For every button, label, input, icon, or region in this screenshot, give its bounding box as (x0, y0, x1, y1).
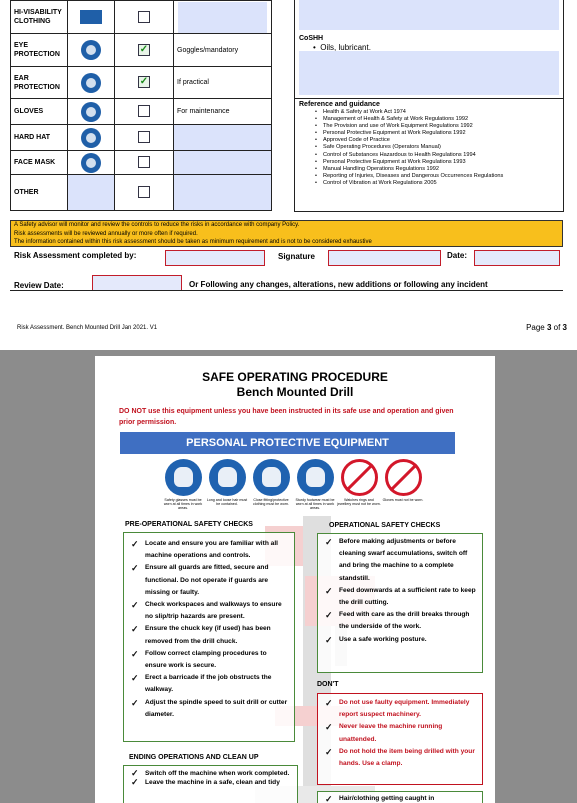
ppe-row-hi-vis (11, 1, 272, 34)
list-item: ✓ Ensure the chuck key (if used) has been removed from the drill chuck. (131, 624, 271, 645)
ppe-row-face-mask (11, 151, 272, 175)
ppe-caption: Watches rings and jewellery must not be worn. (337, 498, 381, 506)
ppe-row-gloves (11, 99, 272, 125)
date-field[interactable] (474, 250, 560, 266)
signature-field[interactable] (328, 250, 441, 266)
completed-by-label: Risk Assessment completed by: (14, 251, 137, 260)
warning-line: A Safety advisor will monitor and review the controls to reduce the risks in accordance with company Policy. (14, 222, 300, 228)
end-list (124, 766, 297, 787)
date-label: Date: (447, 251, 468, 260)
check-icon: ✓ (131, 600, 139, 611)
ppe-row-other (11, 175, 272, 211)
end-heading: ENDING OPERATIONS AND CLEAN UP (129, 754, 259, 761)
op-box (317, 533, 483, 673)
ppe-label: OTHER (11, 175, 68, 211)
ppe-checkbox-hard-hat[interactable] (138, 131, 150, 143)
references-heading: Reference and guidance (299, 101, 380, 108)
ppe-checkbox-other[interactable] (138, 186, 150, 198)
list-item: ✓ Leave the machine in a safe, clean and tidy (131, 777, 280, 787)
ppe-row-hard-hat (11, 125, 272, 151)
hazards-box (317, 791, 483, 803)
list-item: ✓ Hair/clothing getting caught in (318, 793, 482, 803)
no-gloves-icon (385, 459, 422, 496)
check-icon: ✓ (131, 648, 139, 659)
list-item: • Control of Vibration at Work Regulations 2005 (323, 180, 559, 187)
check-icon: ✓ (325, 698, 333, 708)
hair-net-icon (209, 459, 246, 496)
list-item: ✓ Feed downwards at a sufficient rate to keep the drill cutting. (325, 585, 476, 607)
coshh-heading: CoSHH (299, 35, 324, 42)
check-icon: ✓ (131, 768, 139, 778)
warning-line: The information contained within this risk assessment should be taken as minimum requirement and is not to be considered exhaustive (14, 239, 372, 245)
ppe-label: EYE PROTECTION (11, 34, 68, 67)
ppe-note-field[interactable] (174, 151, 272, 175)
list-item: ✓ Erect a barricade if the job obstructs the walkway. (131, 673, 272, 694)
sop-title: SAFE OPERATING PROCEDURE (202, 370, 388, 384)
list-item: ✓ Locate and ensure you are familiar with all machine operations and controls. (131, 539, 279, 560)
ear-defenders-icon (81, 73, 101, 93)
review-divider (10, 290, 563, 291)
dont-heading: DON'T (317, 681, 339, 688)
check-icon: ✓ (325, 746, 333, 757)
ppe-note-field[interactable]: If practical (174, 67, 272, 99)
dont-box (317, 693, 483, 785)
list-item: • Control of Substances Hazardous to Health Regulations 1994 (323, 152, 559, 159)
ppe-checkbox-face-mask[interactable] (138, 156, 150, 168)
sop-page (95, 356, 495, 803)
list-item: ✓ Switch off the machine when work completed. (131, 768, 290, 778)
check-icon: ✓ (131, 673, 139, 684)
hazards-column (294, 0, 564, 212)
list-item: ✓ Adjust the spindle speed to suit drill or cutter diameter. (131, 697, 288, 718)
list-item: • Personal Protective Equipment at Work Regulations 1993 (323, 159, 559, 166)
safety-boots-icon (297, 459, 334, 496)
no-jewellery-icon (341, 459, 378, 496)
ppe-note-field[interactable] (174, 175, 272, 211)
pre-op-heading: PRE-OPERATIONAL SAFETY CHECKS (125, 521, 253, 528)
ppe-checkbox-hi-vis[interactable] (138, 11, 150, 23)
review-date-label: Review Date: (14, 281, 64, 290)
ppe-caption: Close fitting/protective clothing must be worn. (253, 498, 289, 506)
ppe-row-ear (11, 67, 272, 99)
pre-op-box (123, 532, 295, 742)
list-item: • Management of Health & Safety at Work Regulations 1992 (323, 116, 559, 123)
list-item: ✓ Do not hold the item being drilled with your hands. Use a clamp. (325, 746, 475, 768)
face-mask-icon (81, 153, 101, 173)
list-item: • Approved Code of Practice (323, 137, 559, 144)
ppe-caption: Long and loose hair must be contained. (206, 498, 248, 506)
op-list (318, 534, 482, 646)
signature-label: Signature (278, 252, 315, 261)
footer-doc-title: Risk Assessment. Bench Mounted Drill Jan 2021. V1 (17, 325, 158, 331)
ppe-label: HARD HAT (11, 125, 68, 151)
ppe-caption: Sturdy footwear must be worn at all times in work areas. (295, 498, 335, 510)
ppe-label: FACE MASK (11, 151, 68, 175)
check-icon: ✓ (325, 634, 333, 645)
ppe-note-field[interactable]: For maintenance (174, 99, 272, 125)
list-item: • Personal Protective Equipment at Work Regulations 1992 (323, 130, 559, 137)
coshh-field[interactable] (299, 51, 559, 95)
check-icon: ✓ (325, 610, 333, 621)
ppe-banner: PERSONAL PROTECTIVE EQUIPMENT (120, 432, 455, 454)
check-icon: ✓ (325, 537, 333, 547)
review-date-field[interactable] (92, 275, 182, 291)
list-item: ✓ Follow correct clamping procedures to ensure work is secure. (131, 648, 267, 670)
footer-page-number: Page 3 of 3 (526, 323, 567, 332)
overalls-icon (253, 459, 290, 496)
list-item: • Manual Handling Operations Regulations 1992 (323, 166, 559, 173)
completed-by-field[interactable] (165, 250, 265, 266)
list-item: ✓ Feed with care as the drill breaks through the underside of the work. (325, 610, 470, 631)
coshh-section: CoSHH • Oils, lubricant. (295, 33, 563, 99)
check-icon: ✓ (325, 585, 333, 596)
ppe-label: HI-VISABILITY CLOTHING (11, 1, 68, 34)
safety-glasses-icon (165, 459, 202, 496)
coshh-item: Oils, lubricant. (320, 43, 371, 52)
ppe-checkbox-ear[interactable]: ✓ (139, 76, 149, 88)
list-item: • Health & Safety at Work Act 1974 (323, 109, 559, 116)
list-item: ✓ Check workspaces and walkways to ensure no slip/trip hazards are present. (131, 600, 282, 621)
check-icon: ✓ (131, 563, 139, 574)
list-item: ✓ Ensure all guards are fitted, secure and functional. Do not operate if guards are missing or faulty. (131, 563, 269, 596)
hi-vis-vest-icon (79, 9, 103, 25)
warning-line: Risk assessments will be reviewed annually or more often if required. (14, 230, 198, 237)
check-icon: ✓ (131, 697, 139, 708)
ppe-icon-row (165, 459, 425, 511)
ppe-note-field[interactable]: Goggles/mandatory (174, 34, 272, 67)
check-icon: ✓ (131, 777, 139, 787)
or-following-text: Or Following any changes, alterations, new additions or following any incident (189, 280, 488, 289)
sop-warning: DO NOT use this equipment unless you have been instructed in its safe use and operation and given prior permission. (119, 408, 454, 426)
ppe-label: EAR PROTECTION (11, 67, 68, 99)
blank-field[interactable] (299, 0, 559, 30)
references-section (295, 99, 563, 189)
hard-hat-icon (81, 128, 101, 148)
ppe-caption: Safety glasses must be worn at all times in work areas. (163, 498, 203, 510)
sop-subtitle: Bench Mounted Drill (236, 385, 354, 399)
check-icon: ✓ (131, 539, 139, 549)
list-item: ✓ Use a safe working posture. (325, 634, 427, 645)
ppe-checkbox-eye[interactable]: ✓ (139, 43, 149, 55)
ppe-checkbox-gloves[interactable] (138, 105, 150, 117)
list-item: ✓ Do not use faulty equipment. Immediately report suspect machinery. (325, 698, 470, 719)
ppe-other-field[interactable] (68, 175, 115, 211)
list-item: • Safe Operating Procedures (Operators Manual) (323, 144, 559, 151)
check-icon: ✓ (325, 722, 333, 733)
ppe-caption: Gloves must not be worn. (382, 498, 424, 502)
ppe-label: GLOVES (11, 99, 68, 125)
check-icon: ✓ (131, 624, 139, 635)
ppe-row-eye (11, 34, 272, 67)
ppe-table (10, 0, 272, 211)
references-list (299, 109, 559, 187)
list-item: • The Provision and use of Work Equipment Regulations 1992 (323, 123, 559, 130)
gloves-icon (81, 102, 101, 122)
dont-list (318, 694, 482, 770)
op-heading: OPERATIONAL SAFETY CHECKS (329, 522, 441, 529)
end-box (123, 765, 298, 803)
ppe-note-field[interactable] (174, 125, 272, 151)
list-item: • Reporting of Injuries, Diseases and Dangerous Occurrences Regulations (323, 173, 559, 180)
check-icon: ✓ (325, 794, 333, 803)
policy-warning-band (10, 220, 563, 247)
goggles-icon (81, 40, 101, 60)
list-item: ✓ Before making adjustments or before cleaning swarf accumulations, switch off and bring the machine to a complete standstill. (325, 537, 468, 582)
list-item: ✓ Never leave the machine running unattended. (325, 722, 443, 743)
ppe-note-field[interactable] (178, 2, 267, 33)
pre-op-list (124, 533, 294, 721)
